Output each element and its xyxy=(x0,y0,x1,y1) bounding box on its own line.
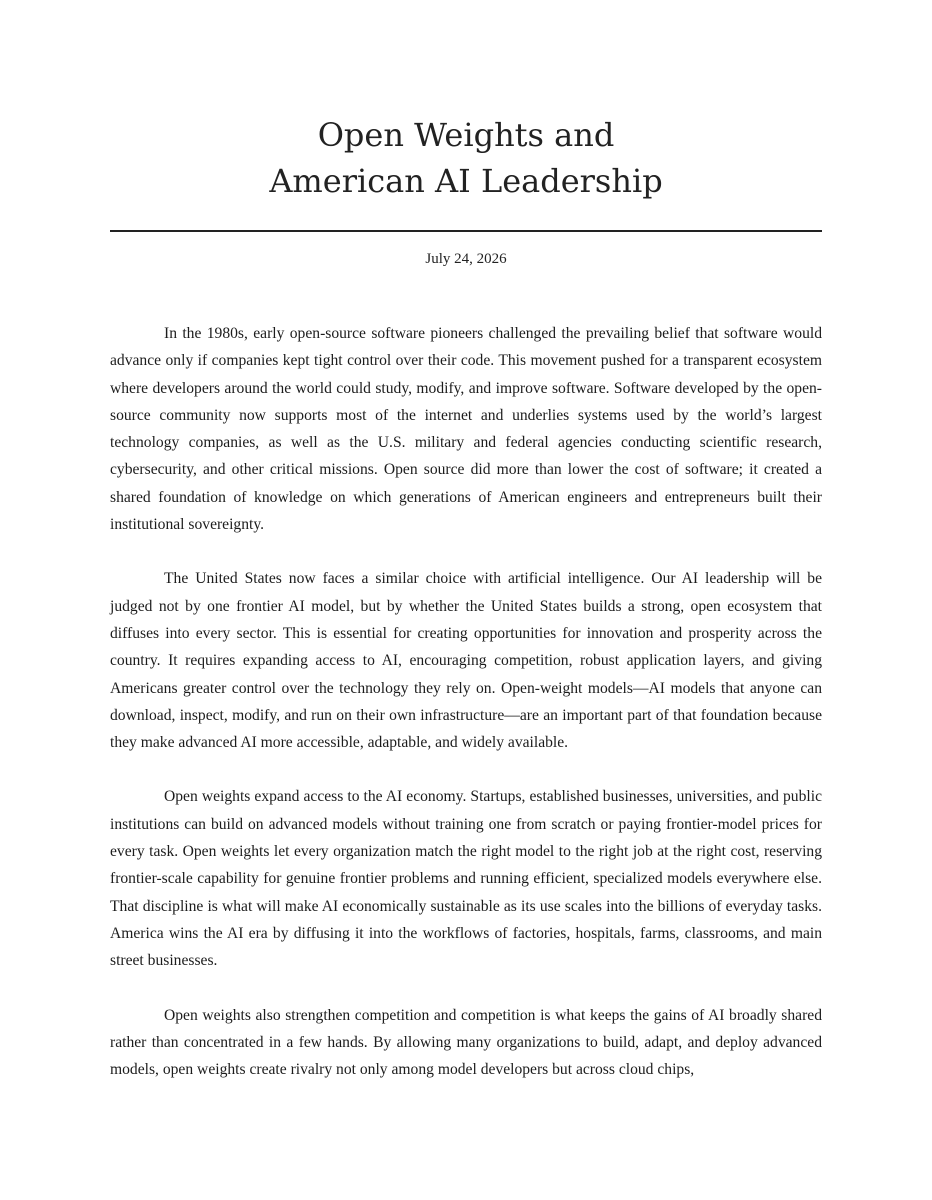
paragraph: In the 1980s, early open-source software pioneers challenged the prevailing belief that software would advance only if companies kept tight control over their code. This movement pushed for a transparent ecosystem where developers around the world could study, modify, and improve software. Software developed by the open-source community now supports most of the internet and underlies systems used by the world’s largest technology companies, as well as the U.S. military and federal agencies conducting scientific research, cybersecurity, and other critical missions. Open source did more than lower the cost of software; it created a shared foundation of knowledge on which generations of American engineers and entrepreneurs built their institutional sovereignty. xyxy=(110,325,822,534)
document-body xyxy=(110,320,822,1110)
document-date: July 24, 2026 xyxy=(425,251,507,267)
document-title-line-2: American AI Leadership xyxy=(269,162,663,200)
paragraph: Open weights also strengthen competition and competition is what keeps the gains of AI broadly shared rather than concentrated in a few hands. By allowing many organizations to build, adapt, and deploy advanced models, open weights create rivalry not only among model developers but across cloud chips, xyxy=(110,1006,822,1079)
document-title-line-1: Open Weights and xyxy=(317,116,615,154)
paragraph: The United States now faces a similar choice with artificial intelligence. Our AI leadership will be judged not by one frontier AI model, but by whether the United States builds a strong, open ecosystem that diffuses into every sector. This is essential for creating opportunities for innovation and prosperity across the country. It requires expanding access to AI, encouraging competition, robust application layers, and giving Americans greater control over the technology they rely on. Open-weight models—AI models that anyone can download, inspect, modify, and run on their own infrastructure—are an important part of that foundation because they make advanced AI more accessible, adaptable, and widely available. xyxy=(110,570,822,752)
document-title xyxy=(110,112,822,204)
paragraph: Open weights expand access to the AI economy. Startups, established businesses, universities, and public institutions can build on advanced models without training one from scratch or paying frontier-model prices for every task. Open weights let every organization match the right model to the right job at the right cost, reserving frontier-scale capability for genuine frontier problems and running efficient, specialized models everywhere else. That discipline is what will make AI economically sustainable as its use scales into the billions of everyday tasks. America wins the AI era by diffusing it into the workflows of factories, hospitals, farms, classrooms, and main street businesses. xyxy=(110,788,822,970)
title-divider xyxy=(110,230,822,232)
